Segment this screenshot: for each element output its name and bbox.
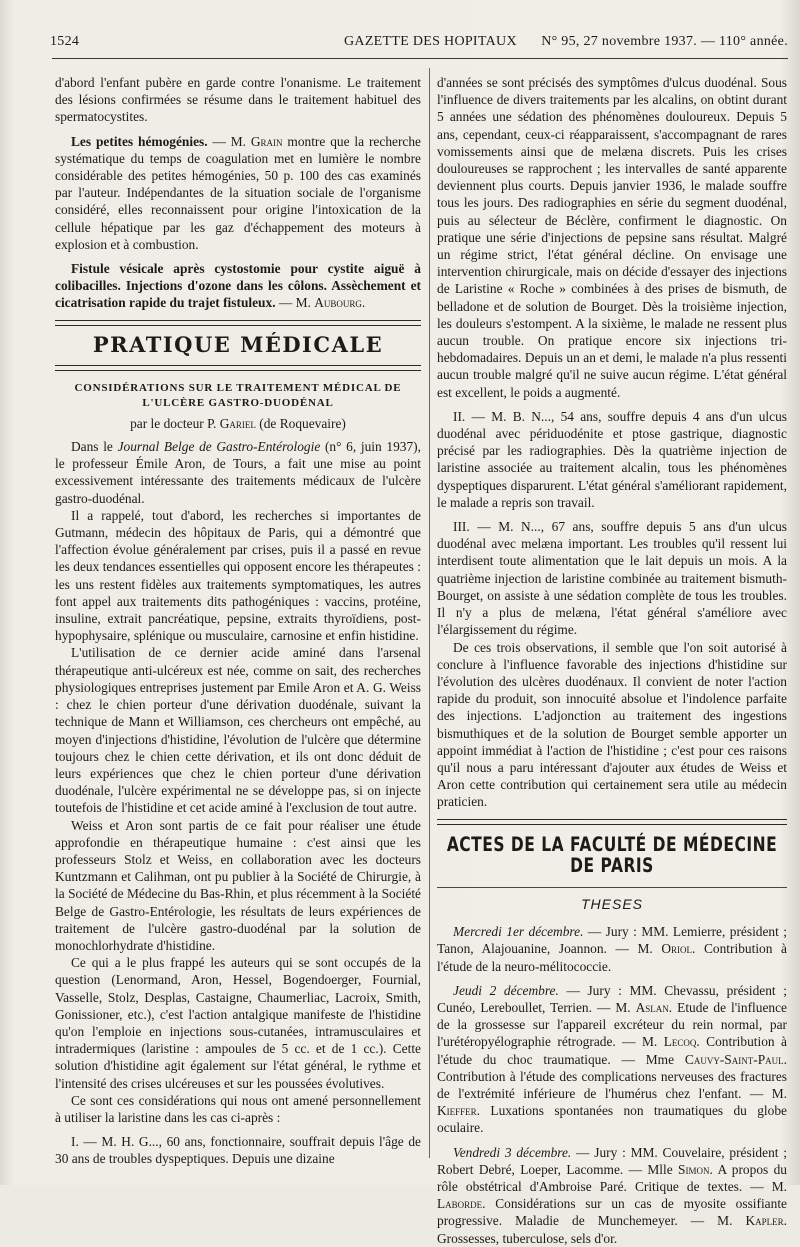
header-rule <box>52 58 788 59</box>
author-name: Grain <box>250 133 283 149</box>
section-divider <box>55 320 421 326</box>
faculty-section-title: ACTES DE LA FACULTÉ DE MÉDECINE DE PARIS <box>446 832 778 877</box>
section-divider <box>55 365 421 371</box>
fistule-title: Fistule vésicale après cystostomie pour cystite aiguë à colibacilles. Injections d'ozone dans les côlons. Assèchement et cicatrisation rapide du trajet fistuleux. <box>55 261 421 311</box>
article-paragraph: Dans le Journal Belge de Gastro-Entérologie (n° 6, juin 1937), le professeur Émile Aron, de Tours, a fait une mise au point excessivement intéressante des traitements médicaux de l'ulcère gastro-duodénal. <box>55 439 421 506</box>
thesis-date: Mercredi 1er décembre. <box>453 924 584 940</box>
running-header <box>50 34 788 54</box>
article-paragraph: Weiss et Aron sont partis de ce fait pour réaliser une étude approfondie en thérapeutique humaine : c'est ainsi que les professeurs Stolz et Weiss, en collaboration avec les docteurs Kuntzmann et Calihman, ont pu publier à la Société de Chirurgie, à la Société de Médecine du Bas-Rhin, et plus récemment à la Société Belge de Gastro-Entérologie, les résultats de leurs expériences de traitement de l'ulcère gastro-duodénal par la solution de monochlorhydrate d'histidine. <box>55 817 421 953</box>
article-paragraph: Ce sont ces considérations qui nous ont amené personnellement à utiliser la laristine dans les cas ci-après : <box>55 1092 421 1125</box>
case-paragraph: III. — M. N..., 67 ans, souffre depuis 5 ans d'un ulcus duodénal avec melæna important. Les troubles qu'il ressent lui interdisent toute alimentation que le lait depuis un mois. A la quatrième injection de laristine combinée au traitement bismuth-Bourget, on assiste à une sédation complète de tous les troubles. Il n'y a plus de melæna, l'état général s'améliore avec l'élargissement du régime. <box>437 519 787 638</box>
section-divider <box>437 887 787 888</box>
thesis-date: Vendredi 3 décembre. <box>453 1144 572 1160</box>
thesis-entry: Jeudi 2 décembre. — Jury : MM. Chevassu, président ; Cunéo, Lereboullet, Terrien. — M. Aslan. Etude de l'influence de la grossesse sur l'appareil excréteur du rein normal, par l'urétéropyélographie rétrograde. — M. Lecoq. Contribution à l'étude du choc traumatique. — Mme Cauvy-Saint-Paul. Contribution à l'étude des complications nerveuses des fractures de l'extrémité inférieure de l'humérus chez l'enfant. — M. Kieffer. Luxations spontanées non traumatiques du globe oculaire. <box>437 982 787 1136</box>
page-number: 1524 <box>50 34 80 49</box>
journal-reference: Journal Belge de Gastro-Entérologie <box>117 439 321 455</box>
conclusion-paragraph: De ces trois observations, il semble que l'on soit autorisé à conclure à l'influence favorable des injections d'histidine sur l'évolution des ulcères duodénaux. Il convient de noter l'action rapide du produit, son innocuité absolue et l'indolence parfaite des injections. L'adjonction au traitement des ingestions bismuthiques et de la solution de Bourget semble apporter un appoint immédiat à l'action de l'histidine ; c'est pour ces raisons qu'il nous a paru intéressant d'ajouter aux études de Weiss et Aron cette contribution qui certainement sera utile au médecin praticien. <box>437 639 787 810</box>
thesis-entry: Mercredi 1er décembre. — Jury : MM. Lemierre, président ; Tanon, Alajouanine, Joannon. — M. Oriol. Contribution à l'étude de la neuro-mélitococcie. <box>437 924 787 974</box>
section-title: PRATIQUE MÉDICALE <box>92 331 384 357</box>
issue-date: N° 95, 27 novembre 1937. — 110° année. <box>541 34 788 49</box>
hemogenies-paragraph: Les petites hémogénies. — M. Grain montre que la recherche systématique du temps de coagulation met en lumière le nombre considérable des petites hémogénies, 50 p. 100 des cas examinés par l'auteur. Indépendantes de la situation sociale de l'organisme considéré, elles reconnaissent pour origine l'intoxication de la cellule hépatique par les gaz d'échappement des moteurs à explosion et à combustion. <box>55 133 421 252</box>
article-paragraph: Il a rappelé, tout d'abord, les recherches si importantes de Gutmann, médecin des hôpitaux de Paris, qui a démontré que l'affection évolue généralement par crises, puis il a passé en revue les deux tendances essentielles qui opposent encore les thérapeutes : les uns restent fidèles aux traitements symptomatiques, les autres font appel aux traitements dits pathogéniques : vaccins, protéine, insuline, extrait pancréatique, pepsine, extraits thyroïdiens, post-hypophysaire, splénique ou musculaire, carnosine et enfin histidine. <box>55 507 421 644</box>
article-byline: par le docteur P. Gariel (de Roquevaire) <box>130 415 346 431</box>
right-column <box>437 74 787 1247</box>
section-divider <box>437 819 787 825</box>
article-paragraph: L'utilisation de ce dernier acide aminé dans l'arsenal thérapeutique anti-ulcéreux est née, comme on sait, des recherches physiologiques entreprises justement par Emile Aron et A. G. Weiss : chez le chien porteur d'une dérivation duodénale, suivant la technique de Mann et Williamson, ces chercheurs ont empêché, au moyen d'injections d'histidine, l'évolution de l'ulcère que détermine toujours chez le chien cette dérivation, et ils ont donc déduit de leurs expériences que chez le chien porteur d'une dérivation duodénale, l'ulcère expérimental ne se développe pas, si on injecte toutefois de l'histidine et cet acide aminé à l'exclusion de tout autre. <box>55 645 421 816</box>
case-paragraph: II. — M. B. N..., 54 ans, souffre depuis 4 ans d'un ulcus duodénal avec périduodénite et ptose gastrique, diagnostic précisé par les radiographies. Dès la quatrième injection de laristine associée au traitement alcalin, tous les phénomènes dyspeptiques disparurent. L'état général s'améliorant rapidement, le malade a repris son travail. <box>437 408 787 510</box>
thesis-date: Jeudi 2 décembre. <box>453 982 559 998</box>
theses-heading: THESES <box>580 895 643 912</box>
thesis-entry: Vendredi 3 décembre. — Jury : MM. Couvelaire, président ; Robert Debré, Loeper, Lacomme. — Mlle Simon. A propos du rôle obstétrical d'Ambroise Paré. Critique de textes. — M. Laborde. Considérations sur un cas de myosite ossifiante progressive. Maladie de Munchemeyer. — M. Kapler. Grossesses, tuberculose, sels d'or. <box>437 1144 787 1246</box>
article-paragraph: Ce qui a le plus frappé les auteurs qui se sont occupés de la question (Lenormand, Aron, Hessel, Bogendoerger, Fournial, Vasselle, Stolz, Desplas, Castaigne, Chaumerliac, Lacroix, Smith, Gonissioner, etc.), c'est l'action antalgique manifeste de l'histidine qu'on l'emploie en injections sous-cutanées, intramusculaires et intradermiques (laristine : ampoules de 5 cc. et de 1 cc.). Cette solution d'histidine agit également sur l'état général, le rythme et l'intensité des crises ulcéreuses et sur les poussées évolutives. <box>55 955 421 1091</box>
journal-title: GAZETTE DES HOPITAUX <box>344 34 517 49</box>
case-paragraph: I. — M. H. G..., 60 ans, fonctionnaire, souffrait depuis l'âge de 30 ans de troubles dyspeptiques. Depuis une dizaine <box>55 1134 421 1167</box>
case-paragraph: d'années se sont précisés des symptômes d'ulcus duodénal. Sous l'influence de divers traitements par les alcalins, on obtint durant 5 années une sédation des phénomènes douloureux. Depuis 5 ans, cependant, ceux-ci réapparaissent, s'accompagnant de rares vomissements ainsi que de melæna discrets. Puis les crises douloureuses se rapprochent ; les intervalles de santé apparente deviennent plus courts. Depuis janvier 1936, le malade souffre tous les jours. Des radiographies en série du segment duodénal, puis au sélecteur de Béclère, confirment le diagnostic. On pratique une série d'injections de pepsine sans résultat. Malgré un régime strict, l'état général décline. On envisage une intervention chirurgicale, mais on décide d'essayer des injections de Laristine « Roche » combinées à des prises de bismuth, de belladone et de solution de Bourget. Dès la troisième injection, les douleurs s'estompent. A la sixième, le malade ne ressent plus aucun trouble. On pratique encore six injections tri-hebdomadaires. Depuis un an et demi, le malade n'a plus ressenti aucun trouble malgré qu'il ne suive aucun régime. L'état général est excellent, le poids a augmenté. <box>437 75 787 400</box>
article-title: CONSIDÉRATIONS SUR LE TRAITEMENT MÉDICAL DE L'ULCÈRE GASTRO-DUODÉNAL <box>74 381 402 409</box>
intro-paragraph: d'abord l'enfant pubère en garde contre l'onanisme. Le traitement des lésions confirmées se résume dans le traitement habituel des spermatocystites. <box>55 75 421 125</box>
author-name: Aubourg. <box>314 295 366 311</box>
fistule-paragraph: Fistule vésicale après cystostomie pour cystite aiguë à colibacilles. Injections d'ozone dans les côlons. Assèchement et cicatrisation rapide du trajet fistuleux. — M. Aubourg. <box>55 261 421 311</box>
left-column <box>55 74 421 1168</box>
hemogenies-title: Les petites hémogénies. <box>71 133 208 149</box>
